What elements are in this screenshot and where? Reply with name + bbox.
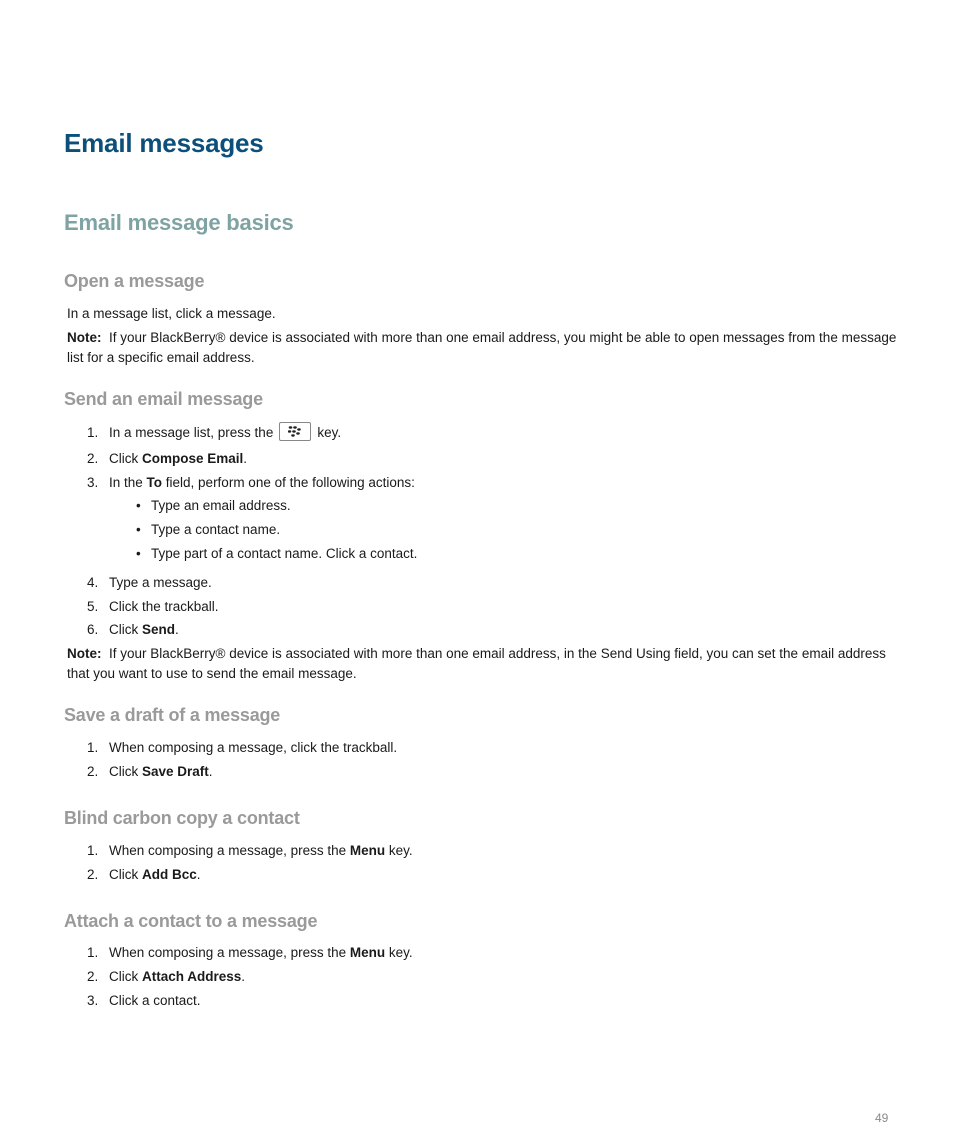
- step-punct: .: [208, 764, 213, 779]
- send-step-5: [87, 597, 219, 617]
- note-text: If your BlackBerry® device is associated with more than one email address, in the Send Using field, you can set the email address that you want to use to send the email message.: [67, 646, 886, 681]
- step-text-end: field, perform one of the following actions:: [162, 475, 415, 490]
- add-bcc-label: Add Bcc: [142, 867, 197, 882]
- step-text-end: key.: [317, 425, 342, 440]
- bullet-icon: •: [136, 522, 141, 537]
- step-text-end: key.: [385, 843, 413, 858]
- attach-address-label: Attach Address: [142, 969, 242, 984]
- bullet-text: Type part of a contact name. Click a contact.: [151, 546, 418, 561]
- attach-step-2: [87, 967, 245, 987]
- step-number: 1.: [87, 740, 99, 755]
- step-number: 2.: [87, 764, 99, 779]
- section-title: Email message basics: [64, 210, 294, 235]
- step-text: Click: [109, 867, 142, 882]
- step-number: 2.: [87, 969, 99, 984]
- step-text: When composing a message, press the: [109, 843, 350, 858]
- blackberry-menu-key-icon: [279, 422, 311, 441]
- step-text: Click: [109, 451, 142, 466]
- open-message-text: In a message list, click a message.: [67, 306, 276, 321]
- save-draft-heading: Save a draft of a message: [64, 705, 281, 725]
- compose-email-label: Compose Email: [142, 451, 244, 466]
- menu-key-label: Menu: [349, 843, 386, 858]
- send-message-note: [67, 644, 897, 684]
- step-text: Click the trackball.: [109, 599, 219, 614]
- bcc-heading: Blind carbon copy a contact: [64, 808, 300, 828]
- attach-heading: Attach a contact to a message: [64, 911, 318, 931]
- step-number: 2.: [87, 451, 99, 466]
- bullet-icon: •: [136, 546, 141, 561]
- step-number: 3.: [87, 475, 99, 490]
- bullet-text: Type an email address.: [151, 498, 291, 513]
- step-text: Click a contact.: [109, 993, 201, 1008]
- step-number: 4.: [87, 575, 99, 590]
- bullet-item: [136, 520, 280, 540]
- step-text: In the: [109, 475, 147, 490]
- step-punct: .: [243, 451, 248, 466]
- send-message-heading: Send an email message: [64, 389, 263, 409]
- step-text-end: key.: [385, 945, 413, 960]
- step-punct: .: [175, 622, 179, 637]
- step-number: 2.: [87, 867, 99, 882]
- step-number: 1.: [87, 425, 99, 440]
- send-step-3: [87, 473, 415, 493]
- save-draft-label: Save Draft: [142, 764, 209, 779]
- note-label: Note:: [67, 646, 102, 661]
- step-punct: .: [241, 969, 246, 984]
- page-title: Email messages: [64, 128, 264, 158]
- step-text: When composing a message, press the: [109, 945, 350, 960]
- note-label: Note:: [67, 330, 102, 345]
- bcc-step-1: [87, 841, 413, 861]
- bullet-text: Type a contact name.: [151, 522, 281, 537]
- send-step-2: [87, 449, 247, 469]
- step-text: In a message list, press the: [109, 425, 274, 440]
- step-number: 3.: [87, 993, 99, 1008]
- send-step-1: [87, 422, 341, 443]
- step-text: Click: [109, 969, 142, 984]
- attach-step-3: [87, 991, 201, 1011]
- bcc-step-2: [87, 865, 201, 885]
- bullet-icon: •: [136, 498, 141, 513]
- menu-key-label: Menu: [349, 945, 386, 960]
- step-text: Type a message.: [109, 575, 212, 590]
- open-message-note: [67, 328, 897, 368]
- bullet-item: [136, 496, 291, 516]
- step-number: 1.: [87, 843, 99, 858]
- step-text: Click: [109, 764, 142, 779]
- send-step-6: [87, 620, 179, 640]
- bullet-item: [136, 544, 417, 564]
- step-number: 5.: [87, 599, 99, 614]
- send-label: Send: [142, 622, 176, 637]
- send-step-4: [87, 573, 212, 593]
- attach-step-1: [87, 943, 413, 963]
- step-number: 1.: [87, 945, 99, 960]
- open-message-heading: Open a message: [64, 271, 205, 291]
- step-number: 6.: [87, 622, 99, 637]
- step-text: When composing a message, click the trackball.: [109, 740, 398, 755]
- step-punct: .: [196, 867, 201, 882]
- draft-step-1: [87, 738, 397, 758]
- page-number: 49: [875, 1111, 889, 1125]
- step-text: Click: [109, 622, 142, 637]
- draft-step-2: [87, 762, 213, 782]
- to-field-label: To: [146, 475, 163, 490]
- note-text: If your BlackBerry® device is associated with more than one email address, you might be able to open messages from the message list for a specific email address.: [67, 330, 897, 365]
